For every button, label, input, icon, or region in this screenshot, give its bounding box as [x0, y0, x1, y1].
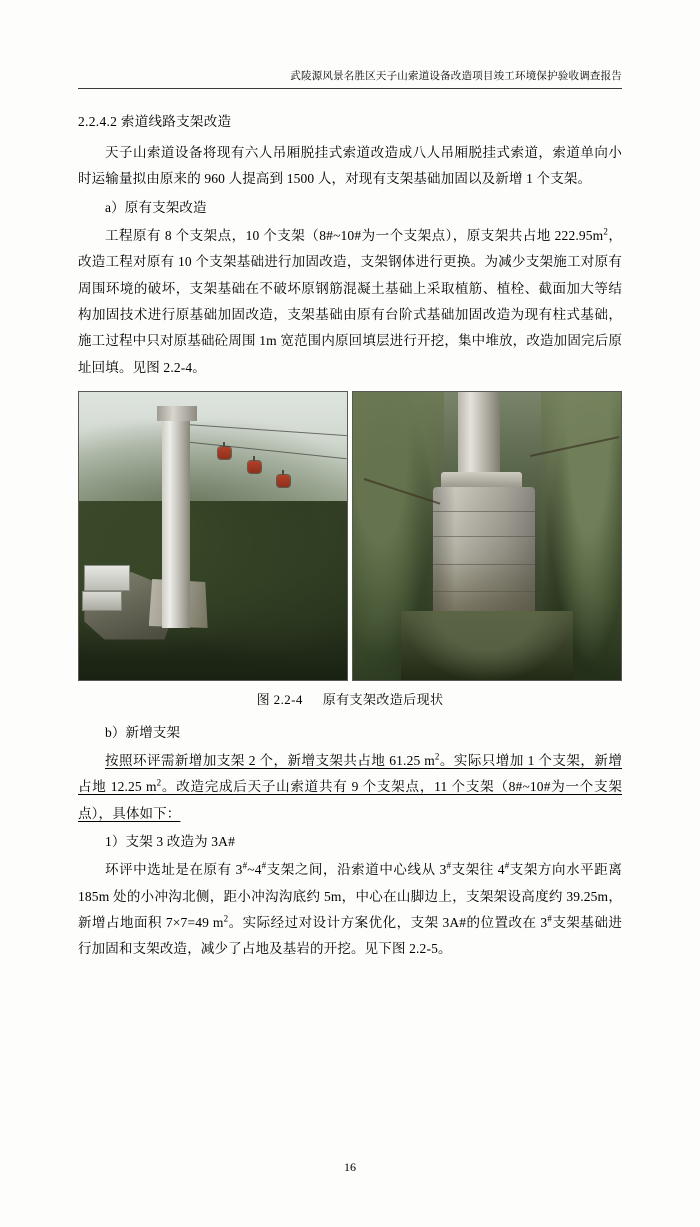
- p-item1-sup5: 2: [223, 913, 229, 924]
- photo-support-tower-left: [78, 391, 348, 681]
- photo-cargo-box: [82, 591, 122, 611]
- p-item1-e: 。实际经过对设计方案优化，支架 3A#的位置改在 3: [228, 915, 548, 930]
- p-item1-sup6: #: [547, 913, 552, 924]
- paragraph-item-1: [78, 857, 622, 962]
- paragraph-b-1-post: 。改造完成后天子山索道共有 9 个支架点，11 个支架（8#~10#为一个支架点），具体如下：: [78, 779, 622, 821]
- p-item1-sup2: #: [261, 860, 267, 871]
- cable-car-icon: [248, 461, 261, 473]
- photo-cargo-box: [84, 565, 130, 591]
- photo-support-tower: [162, 415, 190, 628]
- paragraph-b-1-mid: 。实际只增加 1 个支架，新增占地 12.25 m: [78, 753, 623, 795]
- paragraph-b-1-pre: 按照环评需新增加支架 2 个，新增支架共占地 61.25 m: [105, 753, 435, 769]
- paragraph-a-1-sup: 2: [603, 226, 608, 237]
- p-item1-a: ~4: [247, 862, 262, 878]
- paragraph-a-1: [78, 223, 622, 381]
- photo-tower-head: [157, 406, 197, 420]
- paragraph-intro: 天子山索道设备将现有六人吊厢脱挂式索道改造成八人吊厢脱挂式索道，索道单向小时运输量拟由原来的 960 人提高到 1500 人，对现有支架基础加固以及新增 1 个支架。: [78, 145, 622, 187]
- figure-image-row: [78, 391, 622, 681]
- photo-ground-vegetation: [401, 611, 573, 680]
- cable-car-icon: [277, 475, 290, 487]
- cable-car-icon: [218, 447, 231, 459]
- pier-form-line: [433, 536, 535, 537]
- photo-steel-column: [458, 391, 501, 484]
- figure-caption-text: 原有支架改造后现状: [322, 691, 444, 707]
- p-item1-f: 支架基础进行加固和支架改造，减少了占地及基岩的开挖。见下图 2.2-5。: [78, 915, 623, 957]
- p-item1-c: 支架往 4: [451, 862, 505, 878]
- paragraph-b-1-sup1: 2: [434, 751, 440, 762]
- p-item1-sup1: #: [242, 860, 248, 871]
- figure-caption-number: 图 2.2-4: [256, 691, 303, 707]
- p-item1-d: 支架方向水平距离 185m 处的小冲沟北侧，距小冲沟沟底约 5m，中心在山脚边上，支架架设高度约 39.25m，新增占地面积 7×7=49 m: [78, 862, 622, 930]
- subheading-a: a）原有支架改造: [105, 199, 207, 215]
- page-number: 16: [344, 1160, 356, 1174]
- header-divider: [78, 88, 622, 89]
- section-heading: 2.2.4.2 索道线路支架改造: [78, 114, 232, 129]
- p-item1-sup4: #: [504, 860, 510, 871]
- figure-2-2-4: [78, 391, 622, 708]
- p-item1-b: 支架之间，沿索道中心线从 3: [266, 862, 447, 878]
- photo-ridge-layer: [78, 421, 348, 507]
- p-item1-pre: 环评中选址是在原有 3: [105, 862, 243, 878]
- paragraph-b-1-sup2: 2: [156, 777, 162, 788]
- item-1-heading: 1）支架 3 改造为 3A#: [105, 834, 235, 850]
- paragraph-a-1-post: ，改造工程对原有 10 个支架基础进行加固改造，支架钢体进行更换。为减少支架施工对原有周围环境的破坏，支架基础在不破坏原钢筋混凝土基础上采取植筋、植栓、截面加大等结构加固技术进行原基础加固改造，支架基础由原有台阶式基础加固改造为现有柱式基础，施工过程中只对原基础砼周围 1m 宽范围内原回填层进行开挖，集中堆放，改造加固完后原址回填。见图 2.2-4。: [78, 227, 622, 375]
- running-header: 武陵源风景名胜区天子山索道设备改造项目竣工环境保护验收调查报告: [290, 71, 622, 82]
- paragraph-a-1-pre: 工程原有 8 个支架点，10 个支架（8#~10#为一个支架点），原支架共占地 222.95m: [105, 227, 604, 243]
- p-item1-sup3: #: [446, 860, 452, 871]
- subheading-b: b）新增支架: [105, 724, 181, 740]
- pier-form-line: [433, 511, 535, 512]
- photo-reinforced-foundation-right: [352, 391, 622, 681]
- page-content: [78, 110, 622, 965]
- paragraph-b-1: [78, 748, 622, 827]
- figure-caption: [78, 689, 622, 708]
